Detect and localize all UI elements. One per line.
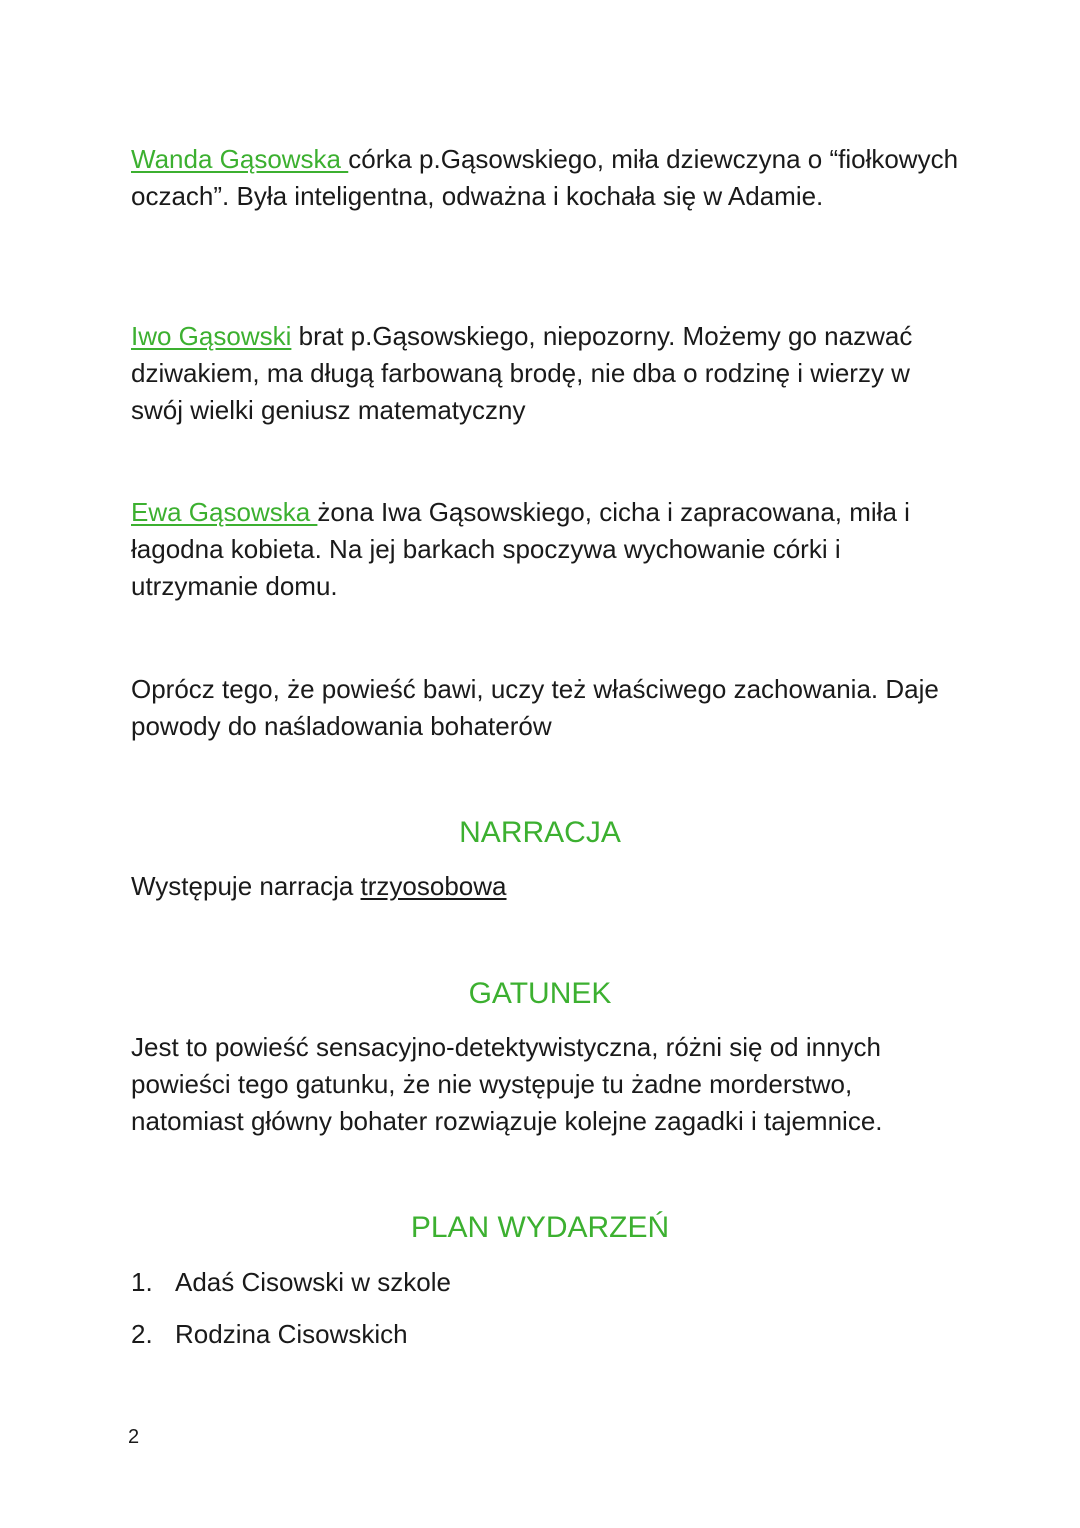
plan-heading: PLAN WYDARZEŃ — [410, 1211, 670, 1244]
list-item-number: 2. — [131, 1319, 153, 1349]
narration-prefix: Występuje narracja — [131, 871, 361, 901]
character-description: córka p.Gąsowskiego, miła dziewczyna o “fiołkowych oczach”. Była inteligentna, odważna i kochała się w Adamie. — [131, 144, 959, 211]
narration-text — [131, 868, 961, 905]
list-item-number: 1. — [131, 1267, 153, 1297]
narration-type: trzyosobowa — [360, 871, 507, 901]
summary-paragraph: Oprócz tego, że powieść bawi, uczy też właściwego zachowania. Daje powody do naśladowania bohaterów — [131, 674, 939, 741]
list-item — [131, 1317, 451, 1369]
character-wanda — [131, 141, 961, 215]
character-iwo — [131, 318, 961, 429]
list-item-text: Adaś Cisowski w szkole — [175, 1267, 451, 1297]
page-number: 2 — [128, 1426, 140, 1448]
character-name: Iwo Gąsowski — [131, 321, 292, 351]
list-item — [131, 1265, 451, 1317]
genre-heading: GATUNEK — [468, 977, 612, 1010]
character-ewa — [131, 494, 961, 605]
character-name: Wanda Gąsowska — [131, 144, 349, 174]
character-description: brat p.Gąsowskiego, niepozorny. Możemy go nazwać dziwakiem, ma długą farbowaną brodę, nie dba o rodzinę i wierzy w swój wielki geniusz matematyczny — [131, 321, 913, 425]
character-description: żona Iwa Gąsowskiego, cicha i zapracowana, miła i łagodna kobieta. Na jej barkach spoczywa wychowanie córki i utrzymanie domu. — [131, 497, 910, 601]
list-item-text: Rodzina Cisowskich — [175, 1319, 408, 1349]
narration-heading: NARRACJA — [459, 816, 621, 849]
character-name: Ewa Gąsowska — [131, 497, 318, 527]
genre-text: Jest to powieść sensacyjno-detektywistyczna, różni się od innych powieści tego gatunku, że nie występuje tu żadne morderstwo, natomiast główny bohater rozwiązuje kolejne zagadki i tajemnice. — [131, 1032, 883, 1136]
plan-list — [131, 1265, 451, 1369]
